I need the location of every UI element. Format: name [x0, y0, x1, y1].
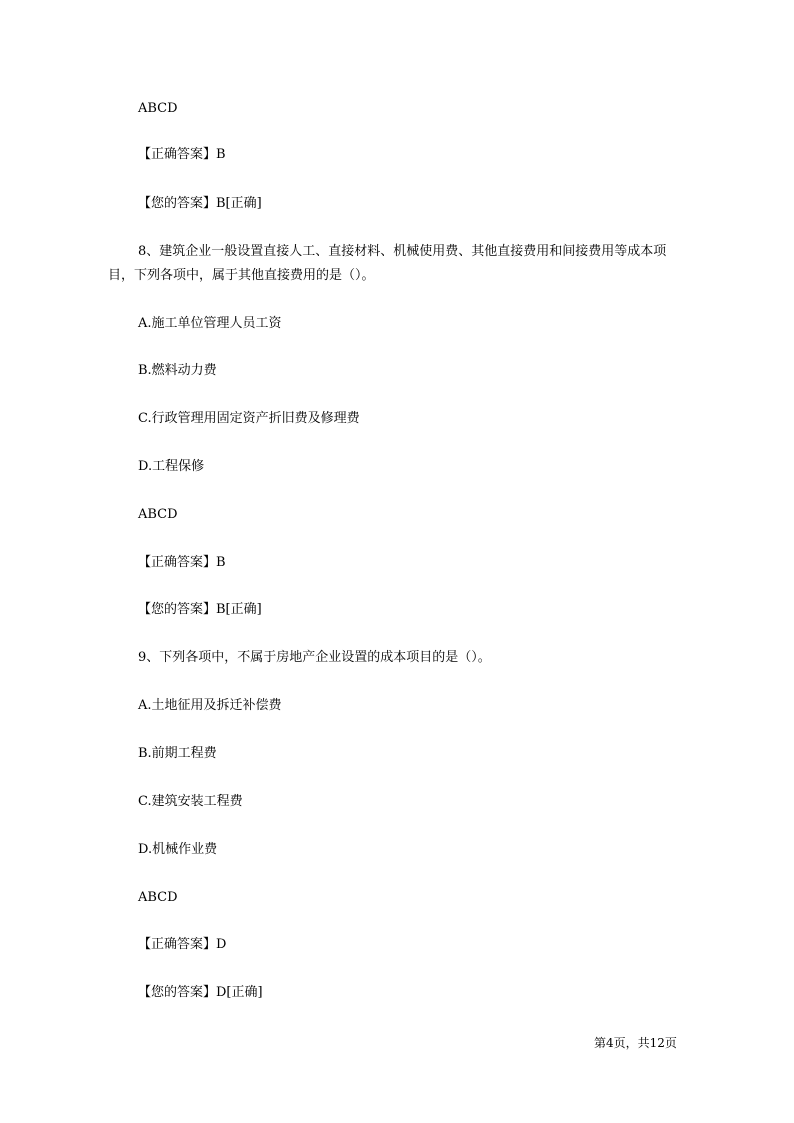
q9-option-d: D.机械作业费	[138, 842, 218, 857]
q8-option-d: D.工程保修	[138, 459, 205, 474]
q7-choices: ABCD	[138, 101, 178, 116]
q8-option-c: C.行政管理用固定资产折旧费及修理费	[138, 411, 360, 426]
q8-correct-answer: 【正确答案】B	[138, 555, 226, 570]
q9-choices: ABCD	[138, 890, 178, 905]
q9-option-b: B.前期工程费	[138, 746, 217, 761]
q9-option-c: C.建筑安装工程费	[138, 794, 243, 809]
q7-your-answer: 【您的答案】B[正确]	[138, 196, 262, 211]
q9-your-answer: 【您的答案】D[正确]	[138, 985, 263, 1000]
q7-correct-answer: 【正确答案】B	[138, 147, 226, 162]
q9-correct-answer: 【正确答案】D	[138, 937, 227, 952]
q8-your-answer: 【您的答案】B[正确]	[138, 602, 262, 617]
q8-option-b: B.燃料动力费	[138, 363, 217, 378]
q8-option-a: A.施工单位管理人员工资	[138, 316, 282, 331]
q9-option-a: A.土地征用及拆迁补偿费	[138, 698, 282, 713]
q9-question: 9、下列各项中，不属于房地产企业设置的成本项目的是（）。	[138, 650, 491, 665]
q8-choices: ABCD	[138, 507, 178, 522]
page-number: 第4页，共12页	[594, 1036, 677, 1050]
q8-question: 8、建筑企业一般设置直接人工、直接材料、机械使用费、其他直接费用和间接费用等成本项目，下列各项中，属于其他直接费用的是（）。	[108, 244, 667, 283]
